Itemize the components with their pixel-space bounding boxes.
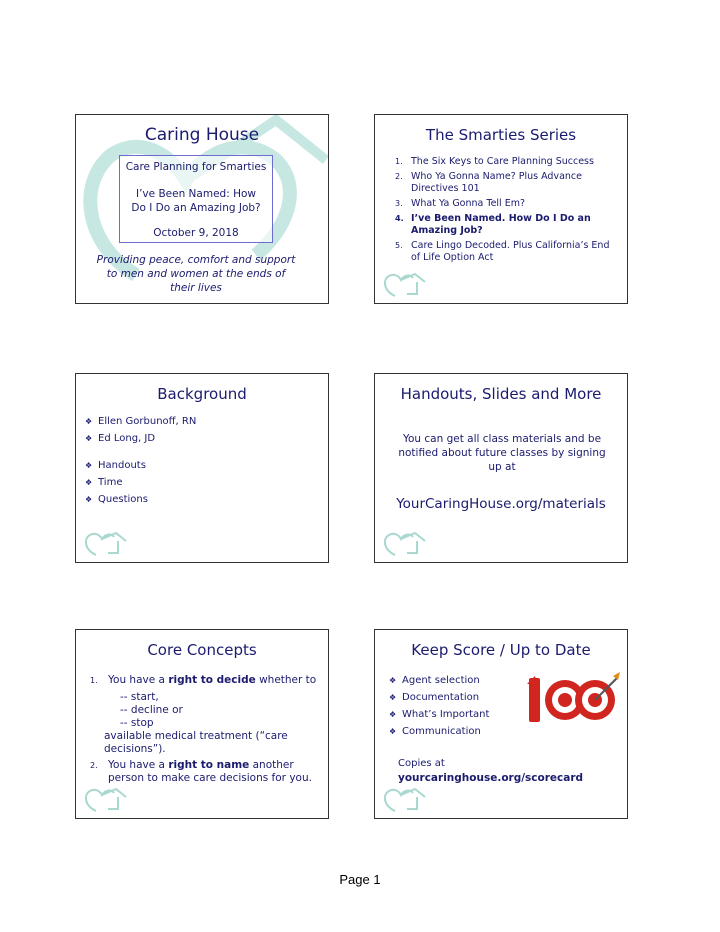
list-item: ❖ Ed Long, JD	[85, 433, 156, 444]
sub-option: -- stop	[120, 717, 154, 729]
slide-caring-house	[75, 114, 329, 304]
slide-core-concepts	[75, 629, 329, 819]
core-concepts-body	[90, 674, 322, 785]
concept-item-1: 1. You have a right to decide whether to	[90, 674, 317, 686]
diamond-bullet-icon: ❖	[389, 727, 397, 736]
list-item: 5. Care Lingo Decoded. Plus California’s End of Life Option Act	[395, 240, 610, 263]
list-item: 1. The Six Keys to Care Planning Success	[395, 156, 594, 167]
list-item: ❖ Questions	[85, 494, 148, 505]
slide-title: Keep Score / Up to Date	[411, 641, 591, 659]
diamond-bullet-icon: ❖	[389, 710, 397, 719]
page-number: Page 1	[339, 872, 381, 887]
concept-item-1-tail: available medical treatment (“care decisions”).	[104, 730, 288, 755]
session-date: October 9, 2018	[153, 227, 239, 239]
tagline: Providing peace, comfort and support to men and women at the ends of their lives	[96, 254, 296, 294]
list-item: ❖ Agent selection	[389, 675, 480, 686]
slide-title: Core Concepts	[147, 641, 257, 659]
list-item-current: 4. I’ve Been Named. How Do I Do an Amazing Job?	[395, 213, 591, 236]
keep-score-list	[389, 674, 489, 742]
list-item: ❖ Handouts	[85, 460, 146, 471]
list-item: ❖ Communication	[389, 726, 481, 737]
diamond-bullet-icon: ❖	[85, 461, 93, 470]
list-item: ❖ Documentation	[389, 692, 480, 703]
series-list	[389, 156, 621, 267]
emphasis: right to decide	[168, 674, 256, 686]
emphasis: right to name	[168, 759, 250, 771]
slide-title: Caring House	[144, 125, 260, 145]
diamond-bullet-icon: ❖	[85, 495, 93, 504]
list-item: ❖ Time	[85, 477, 123, 488]
heart-house-logo-icon	[381, 531, 429, 557]
slide-background	[75, 373, 329, 563]
copies-label: Copies at	[398, 758, 445, 769]
sub-option: -- decline or	[120, 704, 183, 716]
list-item: ❖ What’s Important	[389, 709, 490, 720]
diamond-bullet-icon: ❖	[85, 478, 93, 487]
heart-house-logo-icon	[82, 531, 130, 557]
heart-house-logo-icon	[381, 272, 429, 298]
diamond-bullet-icon: ❖	[85, 417, 93, 426]
sub-option: -- start,	[120, 691, 159, 703]
list-item: 2. Who Ya Gonna Name? Plus Advance Directives 101	[395, 171, 582, 194]
handouts-body: You can get all class materials and be notified about future classes by signing up at	[398, 433, 606, 473]
score-100-target-icon	[523, 668, 623, 730]
item-number: 1.	[90, 676, 98, 685]
diamond-bullet-icon: ❖	[85, 434, 93, 443]
heart-house-logo-icon	[381, 787, 429, 813]
heart-house-logo-icon	[82, 787, 130, 813]
slide-handouts	[374, 373, 628, 563]
concept-item-2: 2. You have a right to name another person to make care decisions for you.	[90, 759, 312, 784]
materials-url: YourCaringHouse.org/materials	[396, 496, 606, 512]
slide-keep-score	[374, 629, 628, 819]
item-number: 2.	[90, 761, 98, 770]
diamond-bullet-icon: ❖	[389, 693, 397, 702]
slide-smarties-series	[374, 114, 628, 304]
background-list	[85, 415, 196, 510]
series-name: Care Planning for Smarties	[125, 161, 267, 173]
list-item: 3. What Ya Gonna Tell Em?	[395, 198, 526, 209]
slide-title: Background	[157, 385, 247, 403]
list-item: ❖ Ellen Gorbunoff, RN	[85, 416, 197, 427]
session-title: I’ve Been Named: How Do I Do an Amazing Job?	[131, 188, 261, 214]
diamond-bullet-icon: ❖	[389, 676, 397, 685]
scorecard-url: yourcaringhouse.org/scorecard	[398, 772, 584, 784]
slide-title: Handouts, Slides and More	[400, 385, 602, 403]
session-info-box	[119, 155, 273, 243]
slide-title: The Smarties Series	[425, 126, 577, 144]
